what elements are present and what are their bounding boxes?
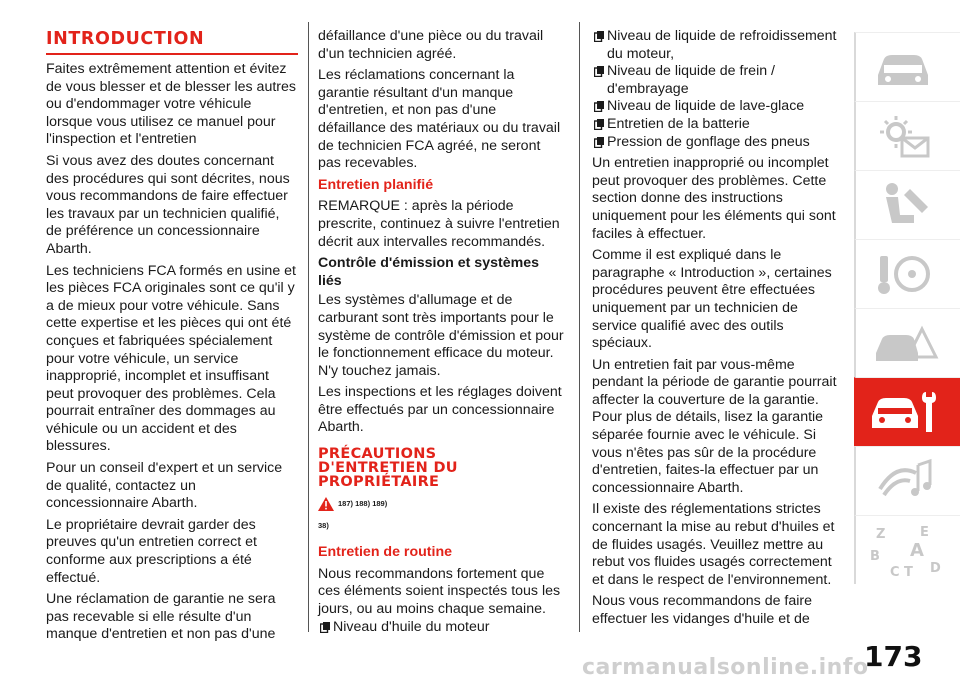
title-line: D'ENTRETIEN DU (318, 460, 458, 477)
checklist-item (318, 619, 564, 637)
multimedia-music-icon (870, 455, 940, 507)
paragraph: défaillance d'une pièce ou du travail d'un technicien agréé. (318, 28, 544, 62)
warning-references (318, 495, 564, 513)
column-divider (579, 22, 580, 632)
tab-safety[interactable] (854, 170, 960, 239)
heading-planned-maintenance: Entretien planifié (318, 176, 434, 193)
car-breakdown-icon (870, 317, 940, 369)
paragraph: Un entretien fait par vous-même pendant la période de garantie pourrait affecter la couverture de la garantie. Pour plus de détails, lisez la garantie séparée fournie avec le véhicule. Si vous n'êtes pas sûr de la procédure d'entretien, faites-la effectuer par un concessionnaire Abarth. (592, 356, 837, 496)
paragraph: Si vous avez des doutes concernant des procédures qui sont décrites, nous vous recommandons de faire effectuer les travaux par un technicien qualifié, de préférence un concessionnaire Abarth. (46, 152, 290, 257)
maintenance-car-wrench-icon (870, 386, 946, 438)
index-letter: B (870, 549, 880, 564)
heading-routine-maintenance: Entretien de routine (318, 544, 453, 561)
paragraph: Le propriétaire devrait garder des preuves qu'un entretien correct et conforme aux prescriptions a été effectué. (46, 516, 257, 586)
warning-refs-text: 187) 188) 189) (338, 499, 388, 509)
tab-dashboard[interactable] (854, 32, 960, 101)
column-right (592, 28, 837, 633)
paragraph: REMARQUE : après la période prescrite, continuez à suivre l'entretien décrit aux intervalles recommandés. (318, 198, 560, 250)
column-divider (308, 22, 309, 632)
tab-emergency[interactable] (854, 308, 960, 377)
checkbox-icon (594, 101, 604, 112)
checklist-item-label: Pression de gonflage des pneus (607, 133, 810, 150)
checkbox-icon (320, 622, 330, 633)
index-letter: C (890, 565, 900, 580)
index-letter: D (930, 561, 941, 576)
checklist-item-label: Entretien de la batterie (607, 115, 750, 132)
column-middle (318, 28, 564, 636)
car-dashboard-icon (870, 41, 940, 93)
index-letter: E (920, 525, 929, 540)
tab-multimedia[interactable] (854, 446, 960, 515)
checklist-item-label: Niveau de liquide de refroidissement du moteur, (607, 28, 837, 62)
paragraph: Les inspections et les réglages doivent être effectués par un concessionnaire Abarth. (318, 384, 562, 436)
paragraph: Les systèmes d'allumage et de carburant sont très importants pour le système de contrôle d'émission et pour le fonctionnement efficace du moteur. N'y touchez jamais. (318, 292, 564, 379)
paragraph: Un entretien inapproprié ou incomplet peut provoquer des problèmes. Cette section donne des instructions uniquement pour les éléments qui sont faciles à effectuer. (592, 155, 836, 242)
note-reference: 38) (318, 520, 329, 530)
warning-triangle-icon (318, 497, 334, 511)
checklist-item-label: Niveau de liquide de frein / d'embrayage (607, 63, 775, 97)
title-line: PROPRIÉTAIRE (318, 474, 440, 491)
index-letter: A (910, 540, 924, 561)
paragraph: Comme il est expliqué dans le paragraphe « Introduction », certaines procédures peuvent être effectuées uniquement par un technicien de service qualifié avec des outils spéciaux. (592, 247, 832, 352)
paragraph: Pour un conseil d'expert et un service de qualité, contactez un concessionnaire Abarth. (46, 460, 283, 512)
tab-index[interactable] (854, 515, 960, 584)
section-title-precautions (318, 447, 564, 489)
checklist-item (592, 134, 837, 152)
paragraph: Faites extrêmement attention et évitez de vous blesser et de blesser les autres ou d'endommager votre véhicule lorsque vous utilisez ce manuel pour l'inspection et l'entretien (46, 61, 296, 148)
page-number: 173 (864, 640, 923, 673)
index-letter: T (904, 565, 913, 580)
checklist-item (592, 28, 837, 63)
paragraph: Une réclamation de garantie ne sera pas recevable si elle résulte d'un manque d'entretien et non pas d'une (46, 591, 276, 643)
paragraph: Nous vous recommandons de faire effectuer les vidanges d'huile et de (592, 593, 813, 627)
index-letter: Z (876, 527, 886, 542)
alphabetical-index-icon (870, 524, 950, 580)
checklist-item (592, 116, 837, 134)
tab-servicing-maintenance[interactable] (854, 377, 960, 446)
checklist-item (592, 63, 837, 98)
paragraph: Les réclamations concernant la garantie résultant d'un manque d'entretien, et non pas d'une défaillance des matériaux ou du travail de technicien FCA agréé, ne seront pas recevables. (318, 67, 561, 172)
checklist-item-label: Niveau de liquide de lave-glace (607, 98, 805, 115)
title-line: PRÉCAUTIONS (318, 446, 437, 463)
checkbox-icon (594, 119, 604, 130)
checkbox-icon (594, 31, 604, 42)
checkbox-icon (594, 66, 604, 77)
section-title-introduction: INTRODUCTION (46, 29, 205, 49)
paragraph: Nous recommandons fortement que ces éléments soient inspectés tous les jours, ou au moins chaque semaine. (318, 565, 561, 618)
key-steering-icon (870, 248, 940, 300)
checkbox-icon (594, 137, 604, 148)
tab-starting-driving[interactable] (854, 239, 960, 308)
tab-warning-lights[interactable] (854, 101, 960, 170)
column-left (46, 28, 298, 648)
paragraph: Les techniciens FCA formés en usine et les pièces FCA originales sont ce qu'il y a de mieux pour votre véhicule. Sans cette expertise et les pièces qui ont été conçues et fabriquées spécialement pour votre véhicule, un service inapproprié, incomplet et insuffisant peut provoquer des problèmes. Cela pourrait entraîner des dommages au véhicule ou un accident et des blessures. (46, 262, 296, 455)
paragraph: Il existe des réglementations strictes concernant la mise au rebut d'huiles et de fluides usagés. Veuillez mettre au rebut vos fluides usagés correctement et dans le respect de l'environnement. (592, 501, 835, 588)
warning-lights-icon (870, 110, 940, 162)
watermark: carmanualsonline.info (582, 655, 869, 680)
heading-emission-control: Contrôle d'émission et systèmes liés (318, 255, 539, 289)
checklist-item-label: Niveau d'huile du moteur (333, 618, 490, 635)
checklist-item (592, 98, 837, 116)
seat-safety-icon (870, 179, 940, 231)
title-underline (46, 53, 298, 55)
